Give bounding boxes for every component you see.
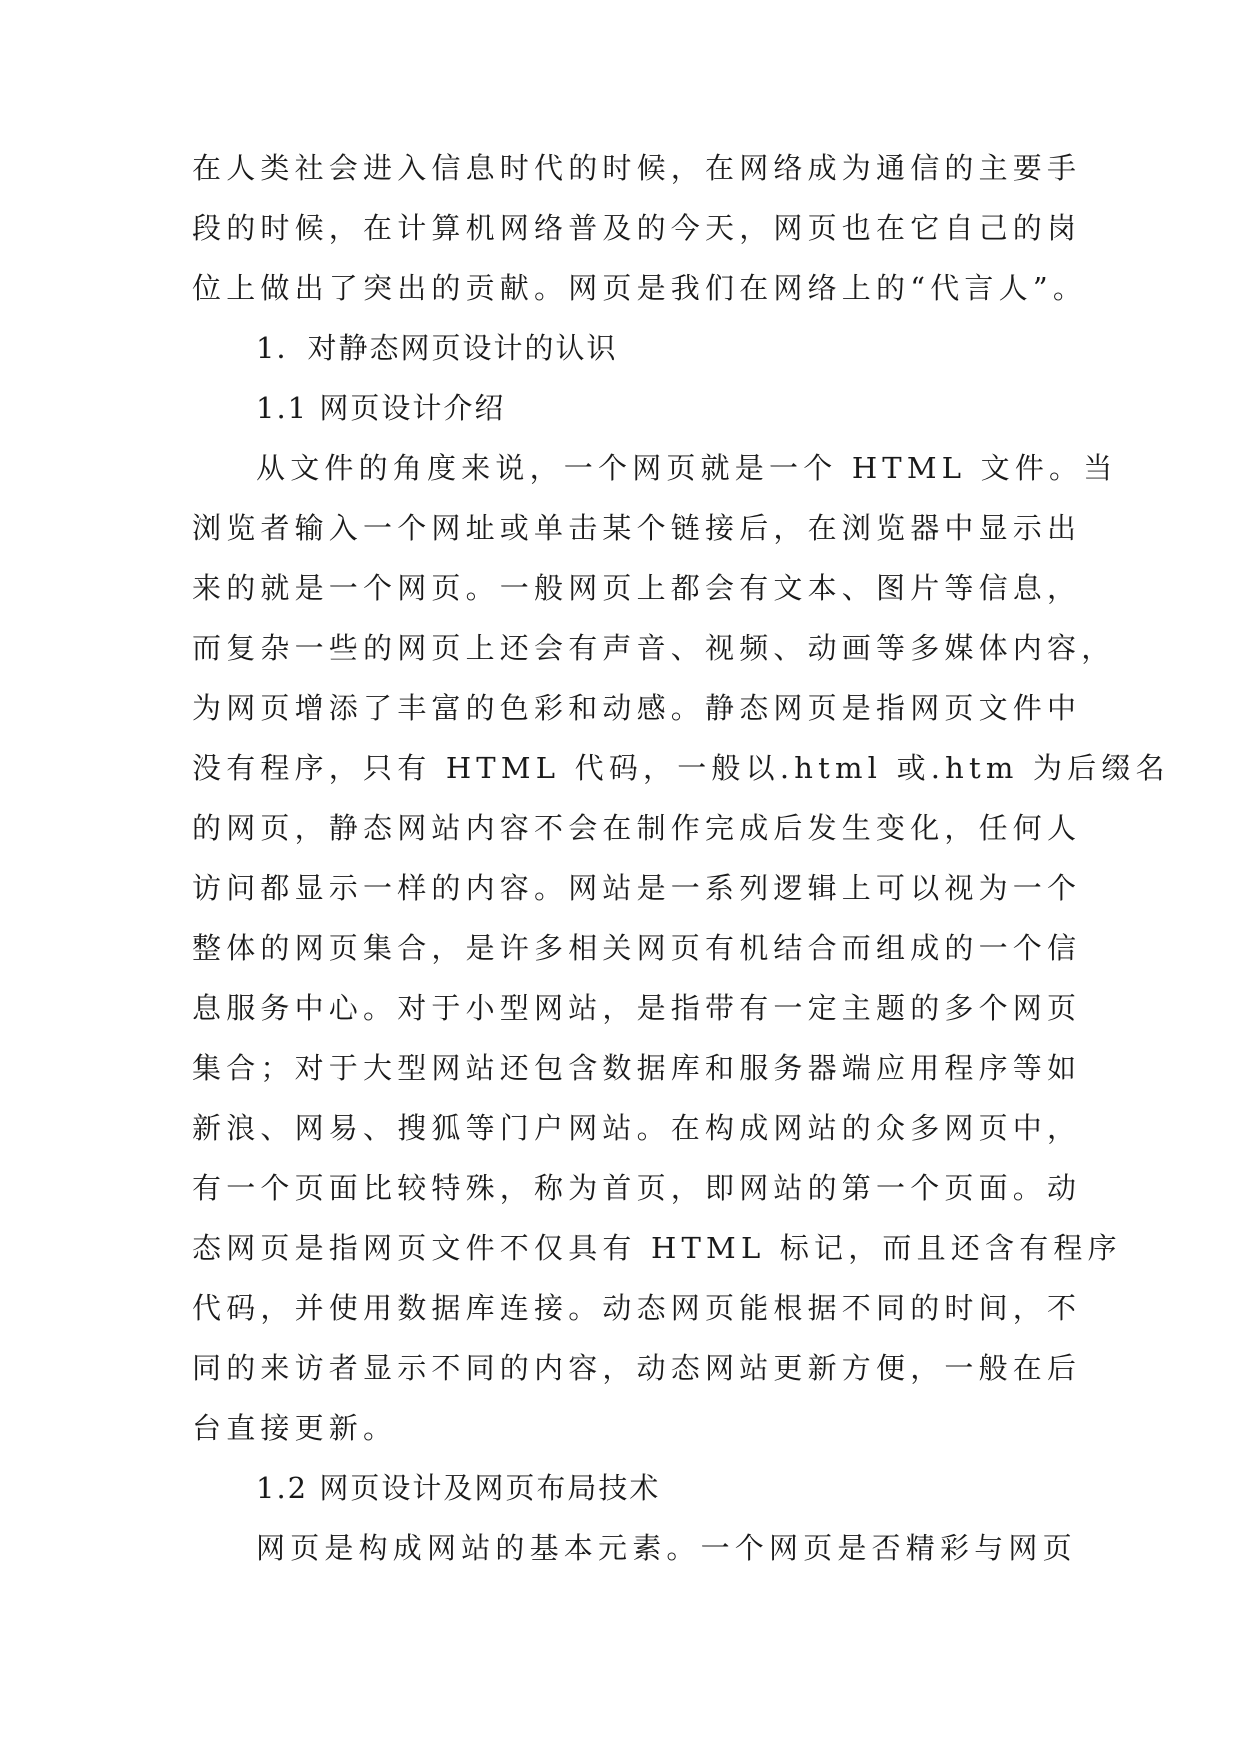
- paragraph-line: 访问都显示一样的内容。网站是一系列逻辑上可以视为一个: [192, 871, 1082, 905]
- paragraph-line: 为网页增添了丰富的色彩和动感。静态网页是指网页文件中: [192, 691, 1082, 725]
- paragraph-line: 而复杂一些的网页上还会有声音、视频、动画等多媒体内容，: [192, 631, 1116, 665]
- paragraph-line: 新浪、网易、搜狐等门户网站。在构成网站的众多网页中，: [192, 1111, 1082, 1145]
- paragraph-line: 有一个页面比较特殊，称为首页，即网站的第一个页面。动: [192, 1171, 1082, 1205]
- intro-line: 位上做出了突出的贡献。网页是我们在网络上的“代言人”。: [192, 271, 1088, 305]
- paragraph-line: 息服务中心。对于小型网站，是指带有一定主题的多个网页: [192, 991, 1082, 1025]
- section-heading-1-2: 1.2 网页设计及网页布局技术: [256, 1471, 661, 1505]
- section-heading-1: 1．对静态网页设计的认识: [256, 331, 618, 365]
- paragraph-line: 没有程序，只有 HTML 代码，一般以.html 或.htm 为后缀名: [192, 751, 1170, 785]
- paragraph-line: 浏览者输入一个网址或单击某个链接后，在浏览器中显示出: [192, 511, 1082, 545]
- paragraph-line: 来的就是一个网页。一般网页上都会有文本、图片等信息，: [192, 571, 1082, 605]
- paragraph-line: 代码，并使用数据库连接。动态网页能根据不同的时间，不: [192, 1291, 1082, 1325]
- paragraph-line: 从文件的角度来说，一个网页就是一个 HTML 文件。当: [256, 451, 1118, 485]
- paragraph-line: 同的来访者显示不同的内容，动态网站更新方便，一般在后: [192, 1351, 1082, 1385]
- paragraph-line: 网页是构成网站的基本元素。一个网页是否精彩与网页: [256, 1531, 1077, 1565]
- paragraph-line: 的网页，静态网站内容不会在制作完成后发生变化，任何人: [192, 811, 1082, 845]
- intro-line: 段的时候，在计算机网络普及的今天，网页也在它自己的岗: [192, 211, 1082, 245]
- paragraph-line: 集合；对于大型网站还包含数据库和服务器端应用程序等如: [192, 1051, 1082, 1085]
- paragraph-line: 态网页是指网页文件不仅具有 HTML 标记，而且还含有程序: [192, 1231, 1122, 1265]
- intro-line: 在人类社会进入信息时代的时候，在网络成为通信的主要手: [192, 151, 1082, 185]
- paragraph-line: 整体的网页集合，是许多相关网页有机结合而组成的一个信: [192, 931, 1082, 965]
- section-heading-1-1: 1.1 网页设计介绍: [256, 391, 506, 425]
- paragraph-line: 台直接更新。: [192, 1411, 398, 1445]
